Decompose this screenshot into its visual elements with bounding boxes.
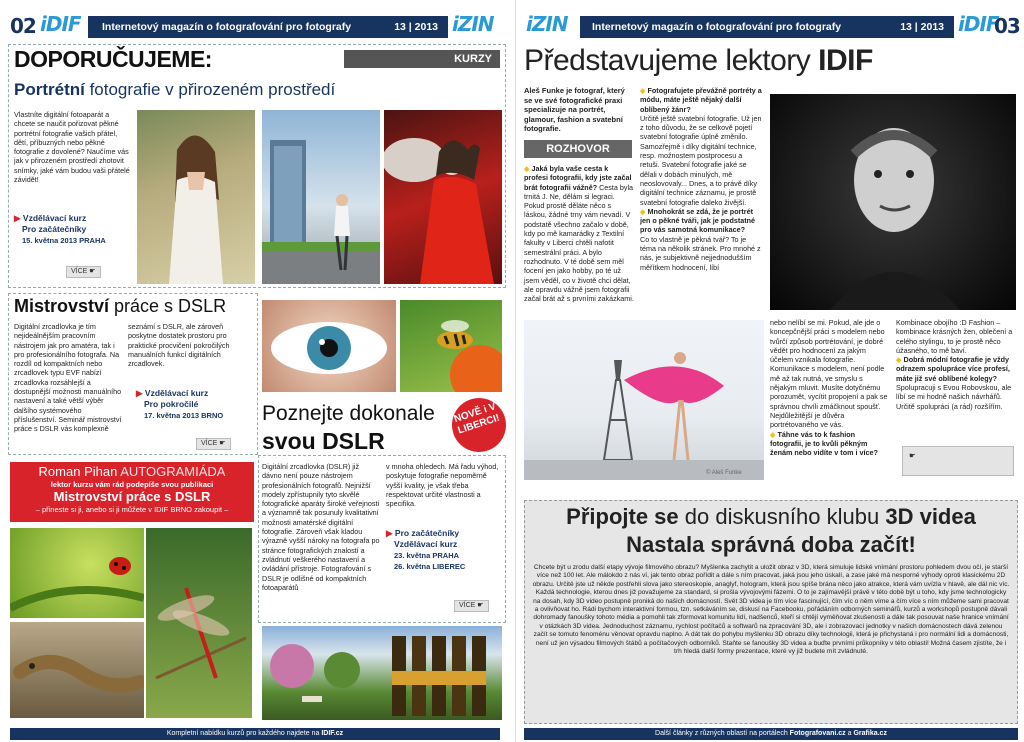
course-level: ▶ Pro začátečníky xyxy=(386,528,460,538)
portrait-photo-2 xyxy=(262,110,380,284)
fashion-photo xyxy=(524,320,764,480)
course-title: ▶ Vzdělávací kurz xyxy=(136,388,209,398)
course-date: 15. května 2013 PRAHA xyxy=(22,236,106,245)
question-1: ◆ Jaká byla vaše cesta k profesi fotografii, kdy jste začal brát fotografii vážně? xyxy=(524,164,632,192)
course-title: ▶ Vzdělávací kurz xyxy=(14,213,87,223)
izin-logo: iZIN xyxy=(452,12,494,36)
lector-more-button[interactable]: ☛ xyxy=(902,446,1014,476)
idif-logo: iDIF xyxy=(958,12,999,36)
dslr-text-col1: Digitální zrcadlovka (DSLR) již dávno není pouze nástrojem profesionálních fotografů. Nejnižší modely zpřístupnily tyto skvělé fotografické aparáty široké veřejnosti a významně tak posunuly kvalitativní možnosti amatérské digitální fotografie. Zároveň však kladou výrazně vyšší nároky na fotografa po stránce fotografických znalostí a zvládnutí veškerého nastavení a ovládání přístroje. Fotografování s DSLR je odlišné od kompaktních fotoaparátů xyxy=(262,462,380,592)
footer-link[interactable]: IDIF.cz xyxy=(321,730,344,737)
club-paragraph-2: Každá technologie, kterou dnes již považujeme za standard, si prošla vývojovými fázemi. O to je zajímavější právě v této době být u toho, kdy jsme technologicky na dosah, kdy 3D video postupně proniká do našich domácností. Svět 3D videa je tím více fascinující, čím víc o něm víme a čím více s ním můžeme sami pracovat a ovlivňovat ho. Rádi bychom interaktivní formou, tzn. setkáváním se, diskusí na Facebooku, pořádáním odborných seminářů, kurzů a workshopů postupně dávali dohromady fanoušky tohoto média a pomohli tak zformovat komunitu lidí, nadšenců, kteří si chtějí vyměňovat zkušenosti a dále tak posouvat naše hranice vnímání v otázkách 3D videa. Jednoduchost záznamu, rychlost počítačů a softwarů na zpracování 3D, ale i zobrazovací jednotky v našich domácnostech dává zelenou začít se tomuto fenoménu věnovat opravdu naplno. A dát tak do pohybu myšlenku 3D obrazu díky technologii, která je přichystaná i pro normální lidi a domácnosti, není už jen výsadou filmových štábů a počítačových odborníků. Staňte se fanoušky 3D videa a buďte prvními průkopníky v této oblasti! Možná časem zjistíte, že i trh hledá další formy prezentace, které vy již budete mít zvládnuté. xyxy=(533,589,1009,656)
left-footer: Kompletní nabídku kurzů pro každého najdete na IDIF.cz xyxy=(10,728,500,740)
ladybug-photo xyxy=(10,528,144,618)
interview-col2 xyxy=(640,86,762,272)
woman-portrait-image xyxy=(137,110,255,284)
course-title: Vzdělávací kurz xyxy=(394,539,458,549)
eye-image xyxy=(262,300,396,392)
bee-image xyxy=(400,300,502,392)
ladybug-image xyxy=(10,528,144,618)
photo-credit: © Aleš Funke xyxy=(706,470,742,476)
kurzy-bar: KURZY xyxy=(344,50,500,68)
autogram-line2: – přineste si ji, anebo si ji můžete v IDIF BRNO zakoupit – xyxy=(35,505,229,514)
club-paragraph-1: Chcete být u zrodu další etapy vývoje filmového obrazu? Myšlenka zachytit a uložit obraz v 3D, která simuluje lidské vnímání prostoru pohledem dvou očí, je starší více než 100 let. Ale málokdo z nás ví, jak tento obraz pořídit a dále s ním pracovat, jaká jsou jeho úskalí, a zase jaké má nesporné výhody oproti klasickému 2D obrazu. Určitě jste už někde postřehli slova jako stereoskopie, anaglyf, hologram, která jsou spíše brána něco jako atrakce, která vám uvízla v hlavě, ale dál nic víc. xyxy=(532,564,1010,588)
interview-col3 xyxy=(770,318,890,457)
autogram-line1: lektor kurzu vám rád podepíše svou publikaci xyxy=(50,480,214,489)
answer-4: Kombinace obojího :D Fashion – kombinace krásných žen, oblečení a celého stylingu, to je prostě něco úžasného, to mě baví. xyxy=(896,318,1013,355)
dslr-course xyxy=(386,528,506,572)
issue-number: 13 | 2013 xyxy=(900,21,944,33)
interview-bar: ROZHOVOR xyxy=(524,140,632,158)
more-button[interactable]: VÍCE ☛ xyxy=(66,266,101,278)
bee-photo xyxy=(400,300,502,392)
more-button[interactable]: VÍCE ☛ xyxy=(454,600,489,612)
garden-image xyxy=(262,626,502,720)
club-subheading: Nastala správná doba začít! xyxy=(626,532,916,557)
header-title: Internetový magazín o fotografování pro fotografy xyxy=(592,21,842,33)
portrait-course xyxy=(14,213,134,246)
answer-3: Co to vlastně je pěkná tvář? To je téma na několik stránek. Pro mnohé z nás, je subjektivně nejjednodušším měřítkem hodnocení, líbí xyxy=(640,234,761,272)
mistrovstvi-course xyxy=(136,388,256,421)
page-title: DOPORUČUJEME: xyxy=(14,46,212,72)
dslr-text-col2: v mnoha ohledech. Má řadu výhod, poskytuje fotografie nepoměrně vyšší kvality, je však třeba respektovat určité vlastnosti a specifika. xyxy=(386,462,499,509)
eiffel-fashion-image xyxy=(524,320,764,480)
issue-number: 13 | 2013 xyxy=(394,21,438,33)
lector-title: Představujeme lektory IDIF xyxy=(524,44,873,77)
autogram-title: Roman Pihan AUTOGRAMIÁDA xyxy=(38,464,226,479)
building-portrait-image xyxy=(262,110,380,284)
lector-intro: Aleš Funke je fotograf, který se ve své fotografické praxi specializuje na portrét, glamour, fashion a svatební fotografie. xyxy=(524,86,625,134)
page-number: 03 xyxy=(994,14,1020,38)
dragonfly-photo xyxy=(146,528,252,718)
club-heading: Připojte se do diskusního klubu 3D videa xyxy=(566,504,976,529)
dslr-heading-line2: svou DSLR xyxy=(262,428,385,454)
answer-2: Určitě ještě svatební fotografie. Už jen z toho důvodu, že se celkově pojetí svatební fotografie úplně změnilo. Samozřejmě i díky digitální technice, resp. možnostem postprocesu a retuši. Svatební fotografie jaké se dělali v dobách minulých, mě neoslovovaly... Dnes, a to právě díky digitální technice záznamu, je prostě svatební fotografie daleko živější. xyxy=(640,113,762,207)
answer-5: Spolupracuji s Evou Robovskou, ale líbí se mi hodně našich návrhářů. Určitě spolupráci (a rád) rozšířím. xyxy=(896,383,1012,411)
magazine-header xyxy=(580,16,954,38)
right-page xyxy=(515,0,1024,742)
portrait-photo-3 xyxy=(384,110,502,284)
answer-3-cont: nebo nelíbí se mi. Pokud, ale jde o koncepčnější práci s modelem nebo tvůrčí způsob portrétování, je dobré vědět pro hodnocení za jakým účelem vznikala fotografie. Komunikace s modelem, není podle mě až tak nutná, ve smyslu s nějakým mluvit. Musíte dotyčnému porozumět, vycítit propojení a pak se správnou chvíli zmáčknout spoušť. Nejdůležitější je důvěra portrétovaného ve vás. xyxy=(770,318,888,430)
club-text xyxy=(532,564,1010,656)
question-5: ◆ Dobrá módní fotografie je vždy odrazem spolupráce více profesí, máte již své oblíbené kolegy? xyxy=(896,355,1010,383)
autogram-book: Mistrovství práce s DSLR xyxy=(53,489,211,504)
header-title: Internetový magazín o fotografování pro fotografy xyxy=(102,21,352,33)
autogram-banner xyxy=(10,462,254,522)
man-portrait-image xyxy=(770,94,1016,310)
right-footer: Další články z různých oblastí na portálech Fotografovani.cz a Grafika.cz xyxy=(524,728,1018,740)
portrait-photo-1 xyxy=(137,110,255,284)
answer-1: Cesta byla trnitá J. Ne, dělám si legraci. Pokud prostě děláte něco s láskou, žádné trny vám nevadí. V podstatě všechno začalo v době, kdy po mě kamarádky z Textilní fakulty v Liberci chtěli nafotit semestrální práci. A bylo rozhodnuto. V té době sem měl focení jen jako hobby, po té už jsem věděl, co v životě chci dělat, ale opravdu vážně jsem fotografii začal brát až s prvními zakázkami. xyxy=(524,182,634,304)
idif-logo: iDIF xyxy=(40,12,81,36)
eye-photo xyxy=(262,300,396,392)
dslr-heading-line1: Poznejte dokonale xyxy=(262,402,435,425)
lector-portrait xyxy=(770,94,1016,310)
mistrovstvi-text-col1: Digitální zrcadlovka je tím nejideálnějším pracovním nástrojem jak pro amatéra, tak i pro profesionálního fotografa. Na rozdíl od kompaktních nebo zrcadlovek typu EVF nabízí zrcadlovka rozsáhlejší a dostupnější možnosti manuálního nastavení a také větší výběr dalšího systémového příslušenství. Seminář mistrovství práce s DSLR vás komplexně xyxy=(14,322,122,434)
course-date: 23. května PRAHA xyxy=(394,551,460,560)
izin-logo: iZIN xyxy=(526,12,568,36)
course-date: 17. května 2013 BRNO xyxy=(144,411,224,420)
lizard-photo xyxy=(10,622,144,718)
more-button[interactable]: VÍCE ☛ xyxy=(196,438,231,450)
question-3: ◆ Mnohokrát se zdá, že je portrét jen o pěkné tváři, jak je podstatné pro vás samotná komunikace? xyxy=(640,206,756,235)
mistrovstvi-text-col2: seznámí s DSLR, ale zároveň poskytne dostatek prostoru pro praktické procvičení pokročilých manuálních funkcí digitálních zrcadlovek. xyxy=(128,322,230,369)
red-dress-portrait-image xyxy=(384,110,502,284)
mistrovstvi-heading: Mistrovství práce s DSLR xyxy=(14,296,227,316)
magazine-header xyxy=(88,16,448,38)
lizard-image xyxy=(10,622,144,718)
question-2: ◆ Fotografujete převážně portréty a módu, máte ještě nějaký další oblíbený žánr? xyxy=(640,86,762,114)
footer-link-fotografovani[interactable]: Fotografovani.cz xyxy=(789,730,846,737)
page-number: 02 xyxy=(10,14,36,38)
dragonfly-image xyxy=(146,528,252,718)
interview-col1 xyxy=(524,164,634,303)
footer-link-grafika[interactable]: Grafika.cz xyxy=(853,730,887,737)
garden-photo xyxy=(262,626,502,720)
question-4: ◆ Táhne vás to k fashion fotografii, je to kvůli pěkným ženám nebo vidíte v tom i více? xyxy=(770,429,878,458)
interview-col4 xyxy=(896,318,1018,411)
course-date: 26. května LIBEREC xyxy=(394,562,466,571)
portrait-heading: Portrétní fotografie v přirozeném prostředí xyxy=(14,80,336,99)
portrait-text: Vlastníte digitální fotoaparát a chcete se naučit pořizovat pěkné portrétní fotografie vašich přátel, dětí, příbuzných nebo pěkné fotografie z dovolené? Naučíme vás jak v přirozeném prostředí zhotovit snímky, jaké vám budou vaši přátelé závidět! xyxy=(14,110,130,185)
course-level: Pro pokročilé xyxy=(144,399,199,409)
course-level: Pro začátečníky xyxy=(22,224,87,234)
new-badge: NOVĚ i V LIBERCI! xyxy=(445,391,512,459)
